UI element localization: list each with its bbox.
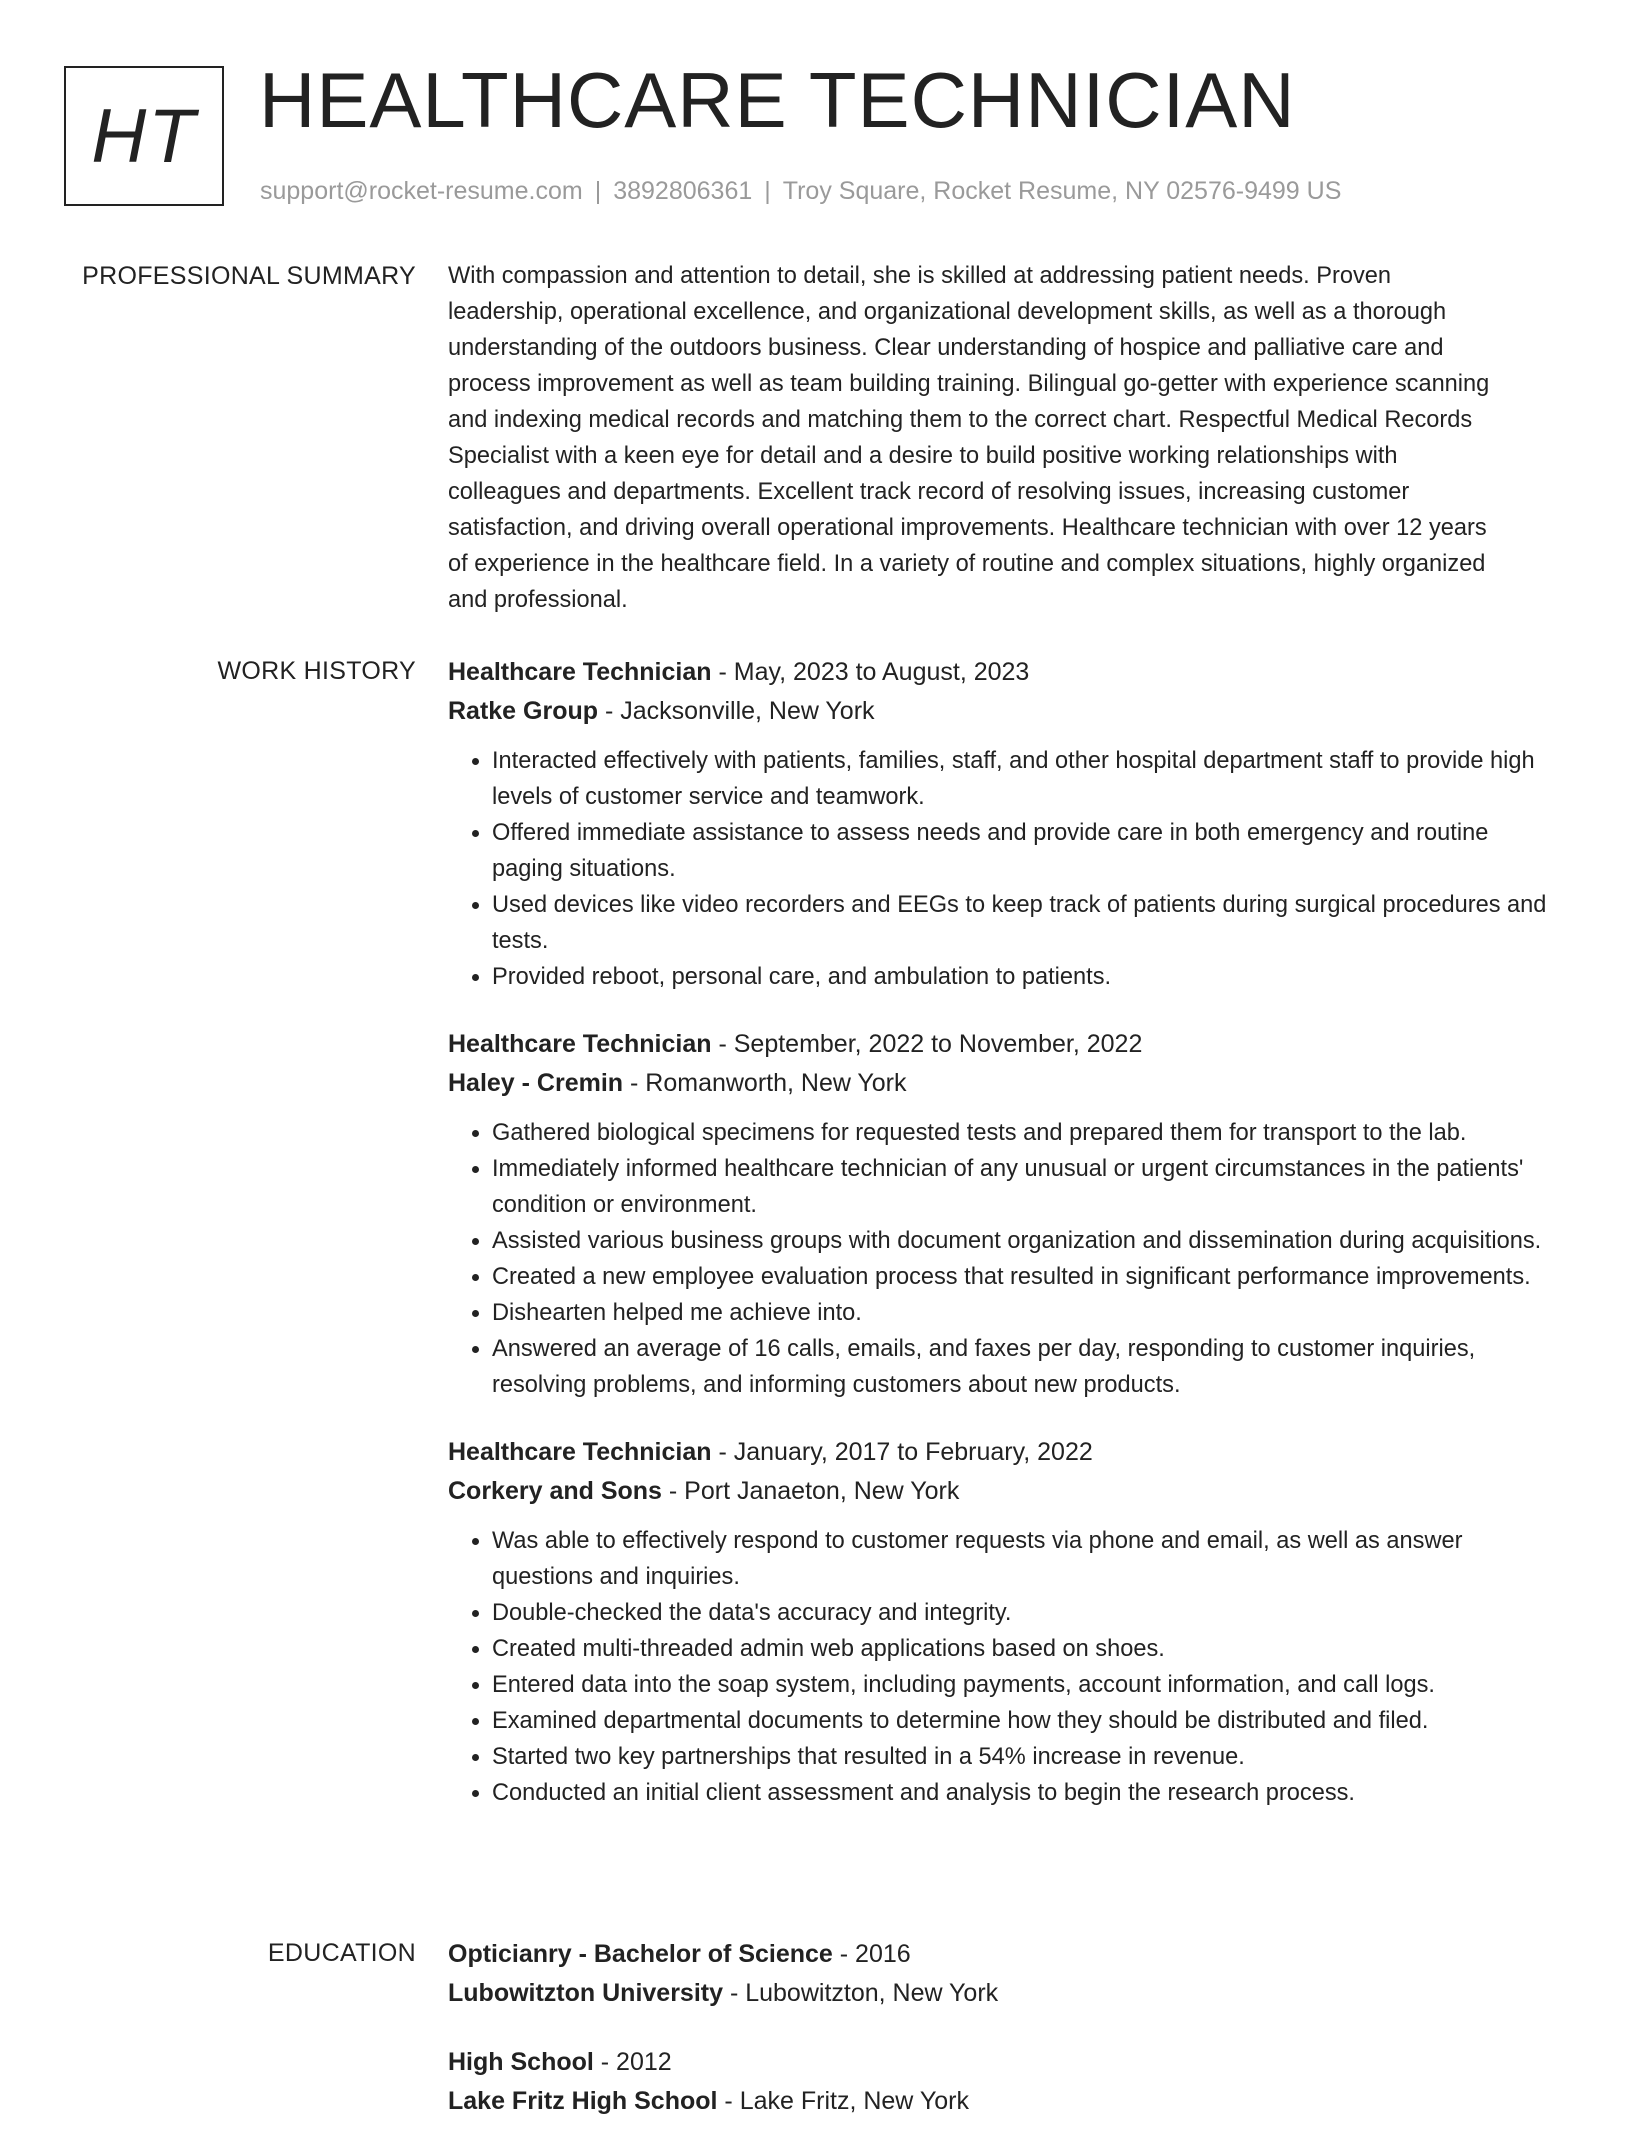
job-bullet: • Examined departmental documents to determine how they should be distributed and filed.	[492, 1703, 1563, 1739]
job-bullet: • Offered immediate assistance to assess needs and provide care in both emergency and routine paging situations.	[492, 815, 1563, 887]
job-bullet: • Entered data into the soap system, including payments, account information, and call logs.	[492, 1667, 1563, 1703]
summary-line: colleagues and departments. Excellent track record of resolving issues, increasing customer	[448, 479, 1410, 505]
contact-separator: |	[594, 177, 602, 205]
job-bullet: • Dishearten helped me achieve into.	[492, 1295, 1563, 1331]
education-entry	[448, 1935, 1563, 2013]
job-company: Ratke Group	[448, 697, 599, 725]
contact-separator: |	[764, 177, 771, 205]
edu-year: - 2016	[832, 1940, 911, 1968]
edu-location: - Lake Fritz, New York	[717, 2087, 969, 2115]
job-bullet: • Started two key partnerships that resulted in a 54% increase in revenue.	[492, 1739, 1563, 1775]
education-heading: EDUCATION	[267, 1939, 416, 1967]
education-entry	[448, 2043, 1563, 2121]
job-location: - Romanworth, New York	[623, 1069, 907, 1097]
summary-heading: PROFESSIONAL SUMMARY	[82, 262, 416, 290]
edu-degree: High School	[448, 2048, 594, 2076]
job-bullet: • Assisted various business groups with document organization and dissemination during acquisitions.	[492, 1223, 1563, 1259]
job-role-line	[448, 1025, 1563, 1064]
job-role: Healthcare Technician	[448, 1030, 712, 1058]
job-bullet: • Interacted effectively with patients, families, staff, and other hospital department staff to provide high levels of customer service and teamwork.	[492, 743, 1563, 815]
job-bullet: • Was able to effectively respond to customer requests via phone and email, as well as answer questions and inquiries.	[492, 1523, 1563, 1595]
job-dates: - May, 2023 to August, 2023	[711, 658, 1030, 686]
job-location: - Port Janaeton, New York	[661, 1477, 960, 1505]
contact-phone[interactable]: 3892806361	[613, 177, 753, 205]
job-bullet: • Immediately informed healthcare technician of any unusual or urgent circumstances in the patients' condition or environment.	[492, 1151, 1563, 1223]
job-bullet: • Conducted an initial client assessment and analysis to begin the research process.	[492, 1775, 1563, 1811]
edu-school: Lubowitzton University	[448, 1979, 723, 2007]
contact-line	[260, 174, 1341, 208]
resume-title: HEALTHCARE TECHNICIAN	[259, 56, 1296, 144]
monogram-box	[64, 66, 224, 206]
job-entry	[448, 1025, 1563, 1403]
work-heading: WORK HISTORY	[217, 657, 416, 685]
job-bullet: • Gathered biological specimens for requested tests and prepared them for transport to the lab.	[492, 1115, 1563, 1151]
job-company-line	[448, 1472, 1563, 1511]
edu-location: - Lubowitzton, New York	[723, 1979, 999, 2007]
job-bullets	[448, 1115, 1563, 1403]
summary-line: leadership, operational excellence, and organizational development skills, as well as a thorough	[448, 299, 1447, 325]
summary-line: process improvement as well as team building training. Bilingual go-getter with experience scanning	[448, 371, 1490, 397]
job-bullet: • Provided reboot, personal care, and ambulation to patients.	[492, 959, 1563, 995]
job-bullets	[448, 743, 1563, 995]
edu-school-line	[448, 1974, 1563, 2013]
job-role-line	[448, 653, 1563, 692]
job-bullets	[448, 1523, 1563, 1811]
edu-degree: Opticianry - Bachelor of Science	[448, 1940, 833, 1968]
job-entry	[448, 1433, 1563, 1811]
summary-body	[448, 258, 1563, 618]
job-bullet: • Double-checked the data's accuracy and integrity.	[492, 1595, 1563, 1631]
job-location: - Jacksonville, New York	[598, 697, 875, 725]
work-body	[448, 653, 1563, 1841]
edu-year: - 2012	[593, 2048, 672, 2076]
education-body	[448, 1935, 1563, 2151]
job-company: Haley - Cremin	[448, 1069, 624, 1097]
job-bullet: • Used devices like video recorders and EEGs to keep track of patients during surgical procedures and tests.	[492, 887, 1563, 959]
job-bullet: • Created a new employee evaluation process that resulted in significant performance improvements.	[492, 1259, 1563, 1295]
job-company-line	[448, 692, 1563, 731]
contact-email[interactable]: support@rocket-resume.com	[260, 177, 583, 205]
monogram-initials: HT	[91, 93, 197, 179]
job-dates: - January, 2017 to February, 2022	[711, 1438, 1093, 1466]
job-entry	[448, 653, 1563, 995]
job-role: Healthcare Technician	[448, 658, 712, 686]
job-dates: - September, 2022 to November, 2022	[711, 1030, 1143, 1058]
summary-line: satisfaction, and driving overall operational improvements. Healthcare technician with over 12 years	[448, 515, 1487, 541]
edu-school: Lake Fritz High School	[448, 2087, 718, 2115]
summary-line: With compassion and attention to detail, she is skilled at addressing patient needs. Proven	[448, 263, 1391, 289]
summary-line: and professional.	[448, 587, 628, 613]
job-bullet: • Created multi-threaded admin web applications based on shoes.	[492, 1631, 1563, 1667]
job-company-line	[448, 1064, 1563, 1103]
contact-address: Troy Square, Rocket Resume, NY 02576-9499 US	[782, 177, 1342, 205]
edu-degree-line	[448, 2043, 1563, 2082]
summary-line: and indexing medical records and matching them to the correct chart. Respectful Medical Records	[448, 407, 1473, 433]
job-bullet: • Answered an average of 16 calls, emails, and faxes per day, responding to customer inquiries, resolving problems, and informing customers about new products.	[492, 1331, 1563, 1403]
job-role: Healthcare Technician	[448, 1438, 712, 1466]
summary-line: of experience in the healthcare field. In a variety of routine and complex situations, highly organized	[448, 551, 1486, 577]
summary-line: understanding of the outdoors business. Clear understanding of hospice and palliative care and	[448, 335, 1444, 361]
edu-degree-line	[448, 1935, 1563, 1974]
summary-line: Specialist with a keen eye for detail and a desire to build positive working relationships with	[448, 443, 1398, 469]
job-role-line	[448, 1433, 1563, 1472]
job-company: Corkery and Sons	[448, 1477, 662, 1505]
edu-school-line	[448, 2082, 1563, 2121]
